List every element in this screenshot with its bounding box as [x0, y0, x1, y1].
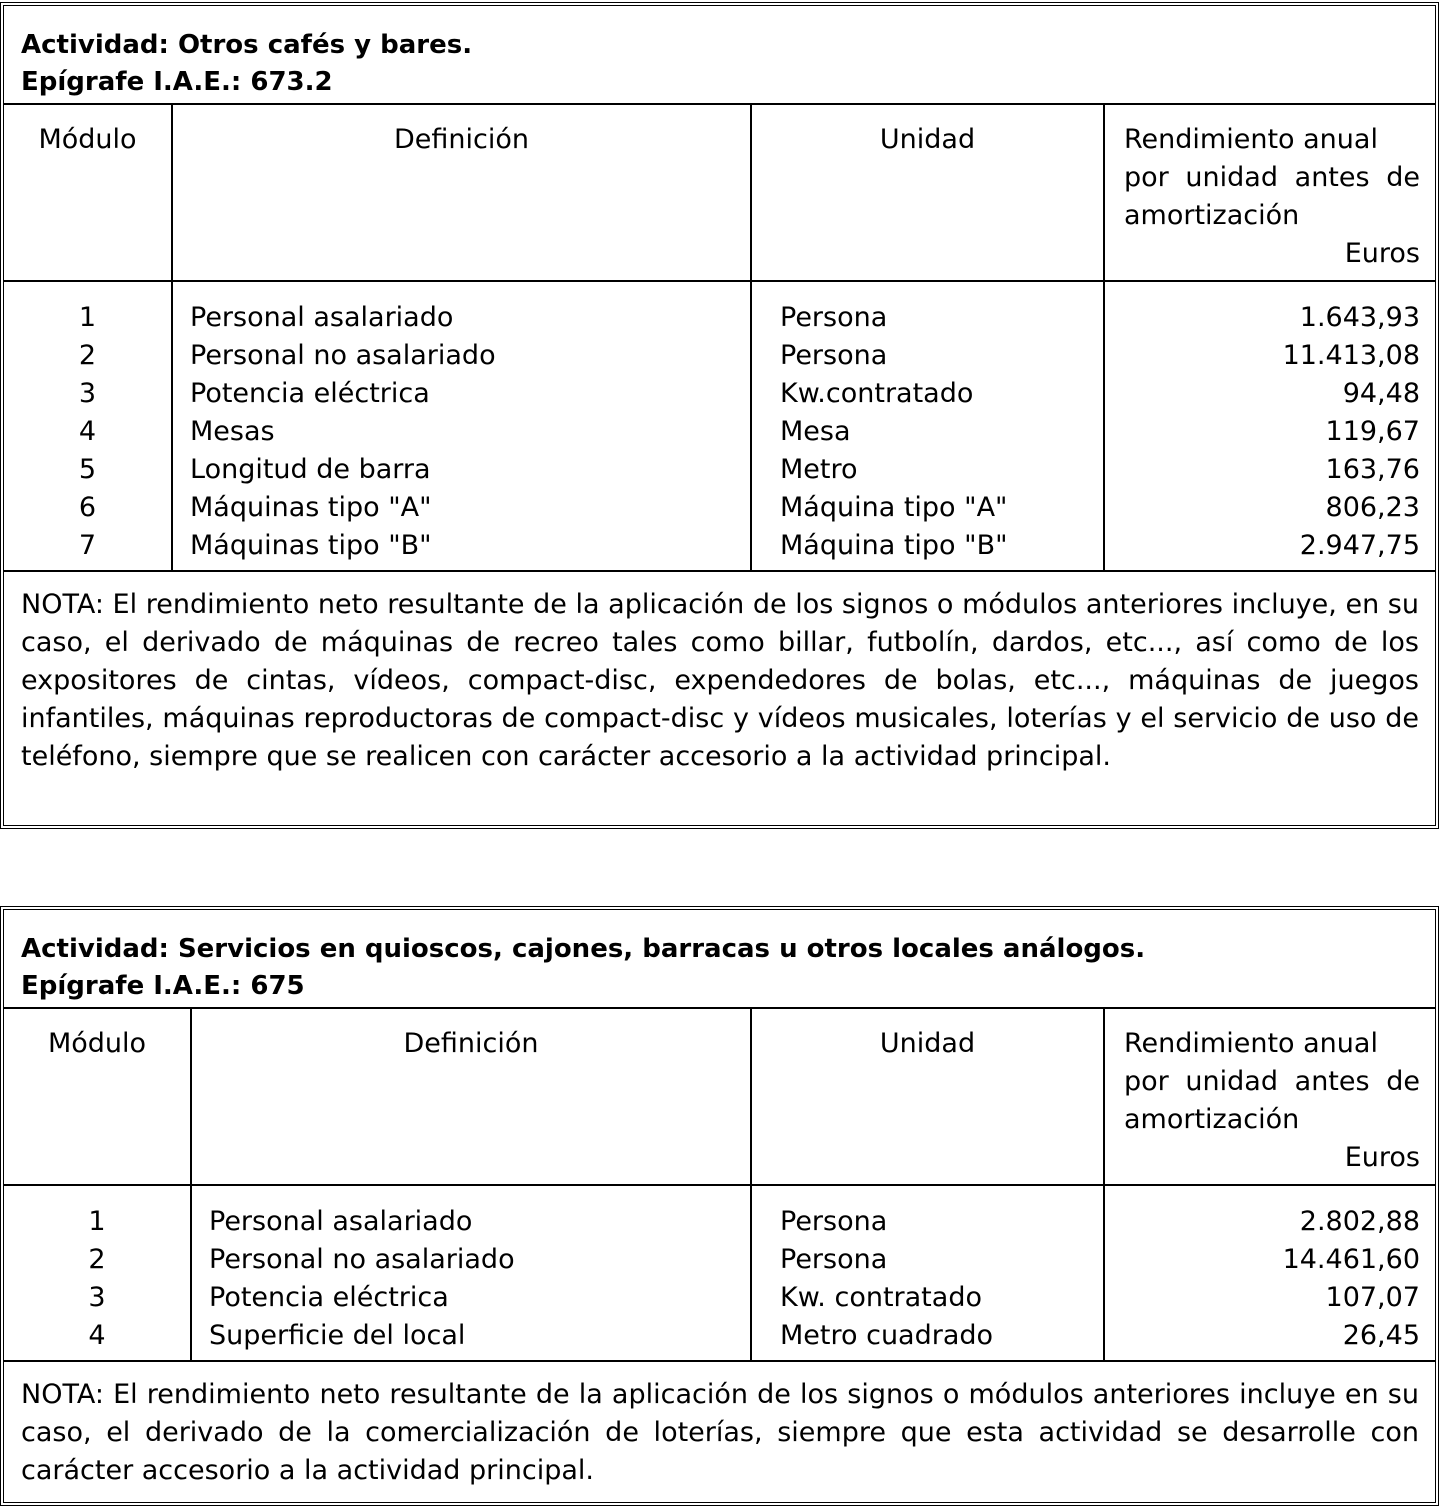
table-row-unidad: Metro cuadrado: [780, 1320, 994, 1351]
note-text: NOTA: El rendimiento neto resultante de la aplicación de los signos o módulos anteriores incluye en su caso, el derivado de la comercialización de loterías, siempre que esta actividad se desarrolle con carácter accesorio a la actividad principal.: [21, 1379, 1419, 1486]
activity-title: Actividad: Servicios en quioscos, cajones, barracas u otros locales análogos.: [21, 934, 1146, 964]
column-unidad: [752, 282, 1103, 570]
table-row-modulo: 2: [88, 1244, 106, 1275]
column-unidad: [752, 1186, 1103, 1360]
header-modulo: Módulo: [47, 1028, 147, 1059]
table-row-rendimiento: 806,23: [1325, 492, 1420, 523]
table-row-modulo: 1: [88, 1206, 106, 1237]
activity-title: Actividad: Otros cafés y bares.: [21, 30, 473, 60]
table-row-modulo: 1: [78, 302, 97, 333]
table-row-unidad: Kw.contratado: [780, 378, 974, 409]
table-row-rendimiento: 26,45: [1342, 1320, 1420, 1351]
header-unidad: Unidad: [879, 124, 976, 155]
header-definicion: Definición: [394, 124, 529, 155]
table-row-definicion: Mesas: [190, 416, 275, 447]
table-row-modulo: 2: [78, 340, 97, 371]
column-definicion: [192, 1186, 750, 1360]
table-row-definicion: Máquinas tipo "A": [190, 492, 432, 523]
table-body: [4, 1186, 1435, 1362]
epigrafe-label: Epígrafe I.A.E.: 675: [21, 971, 305, 1001]
table-row-modulo: 4: [88, 1320, 106, 1351]
table-body: [4, 282, 1435, 572]
header-rendimiento-line-3: amortización: [1124, 200, 1300, 231]
table-row-rendimiento: 107,07: [1325, 1282, 1420, 1313]
header-modulo: Módulo: [38, 124, 137, 155]
column-header-row: [4, 105, 1435, 282]
table-row-modulo: 3: [78, 378, 97, 409]
note-text: NOTA: El rendimiento neto resultante de la aplicación de los signos o módulos anteriores incluye, en su caso, el derivado de máquinas de recreo tales como billar, futbolín, dardos, etc..., así como de los expositores de cintas, vídeos, compact-disc, expendedores de bolas, etc..., máquinas de juegos infantiles, máquinas reproductoras de compact-disc y vídeos musicales, loterías y el servicio de uso de teléfono, siempre que se realicen con carácter accesorio a la actividad principal.: [21, 589, 1419, 772]
table-row-rendimiento: 119,67: [1325, 416, 1420, 447]
table-row-definicion: Personal no asalariado: [190, 340, 496, 371]
column-modulo: [4, 282, 171, 570]
table-row-unidad: Persona: [780, 1244, 888, 1275]
table-row-unidad: Mesa: [780, 416, 851, 447]
column-definicion: [173, 282, 750, 570]
table-row-definicion: Potencia eléctrica: [209, 1282, 449, 1313]
table-row-unidad: Máquina tipo "A": [780, 492, 1008, 523]
table-row-definicion: Potencia eléctrica: [190, 378, 430, 409]
table-row-modulo: 7: [78, 530, 97, 561]
table-row-rendimiento: 2.802,88: [1299, 1206, 1420, 1237]
header-rendimiento-line-1: Rendimiento anual: [1124, 124, 1378, 155]
table-row-rendimiento: 1.643,93: [1299, 302, 1420, 333]
table-row-definicion: Personal asalariado: [209, 1206, 473, 1237]
table-row-rendimiento: 14.461,60: [1282, 1244, 1420, 1275]
table-row-rendimiento: 94,48: [1342, 378, 1420, 409]
table-row-modulo: 3: [88, 1282, 106, 1313]
table-row-unidad: Persona: [780, 340, 888, 371]
table-row-modulo: 6: [78, 492, 97, 523]
header-rendimiento-line-1: Rendimiento anual: [1124, 1028, 1378, 1059]
activity-header: [4, 910, 1435, 1009]
table-row-definicion: Superficie del local: [209, 1320, 466, 1351]
column-header-row: [4, 1009, 1435, 1186]
table-row-rendimiento: 2.947,75: [1299, 530, 1420, 561]
modules-table-quioscos: [0, 906, 1439, 1506]
table-row-modulo: 4: [78, 416, 97, 447]
header-rendimiento-line-2: por unidad antes de: [1124, 162, 1420, 193]
table-row-unidad: Persona: [780, 302, 888, 333]
header-unidad: Unidad: [879, 1028, 976, 1059]
table-row-unidad: Máquina tipo "B": [780, 530, 1008, 561]
table-row-unidad: Persona: [780, 1206, 888, 1237]
column-rendimiento: [1105, 282, 1435, 570]
table-row-rendimiento: 11.413,08: [1282, 340, 1420, 371]
column-modulo: [4, 1186, 190, 1360]
table-row-definicion: Máquinas tipo "B": [190, 530, 432, 561]
header-rendimiento: [1105, 1009, 1435, 1184]
epigrafe-label: Epígrafe I.A.E.: 673.2: [21, 67, 333, 97]
header-definicion: Definición: [403, 1028, 539, 1059]
activity-header: [4, 6, 1435, 105]
table-row-definicion: Longitud de barra: [190, 454, 431, 485]
table-row-definicion: Personal asalariado: [190, 302, 454, 333]
table-row-definicion: Personal no asalariado: [209, 1244, 515, 1275]
table-row-unidad: Kw. contratado: [780, 1282, 982, 1313]
header-euros: Euros: [1344, 238, 1420, 269]
modules-table-cafes-bares: [0, 2, 1439, 829]
header-rendimiento: [1105, 105, 1435, 280]
header-rendimiento-line-2: por unidad antes de: [1124, 1066, 1420, 1097]
header-rendimiento-line-3: amortización: [1124, 1104, 1300, 1135]
table-row-rendimiento: 163,76: [1325, 454, 1420, 485]
header-euros: Euros: [1344, 1142, 1420, 1173]
column-rendimiento: [1105, 1186, 1435, 1360]
table-row-unidad: Metro: [780, 454, 858, 485]
table-row-modulo: 5: [78, 454, 97, 485]
